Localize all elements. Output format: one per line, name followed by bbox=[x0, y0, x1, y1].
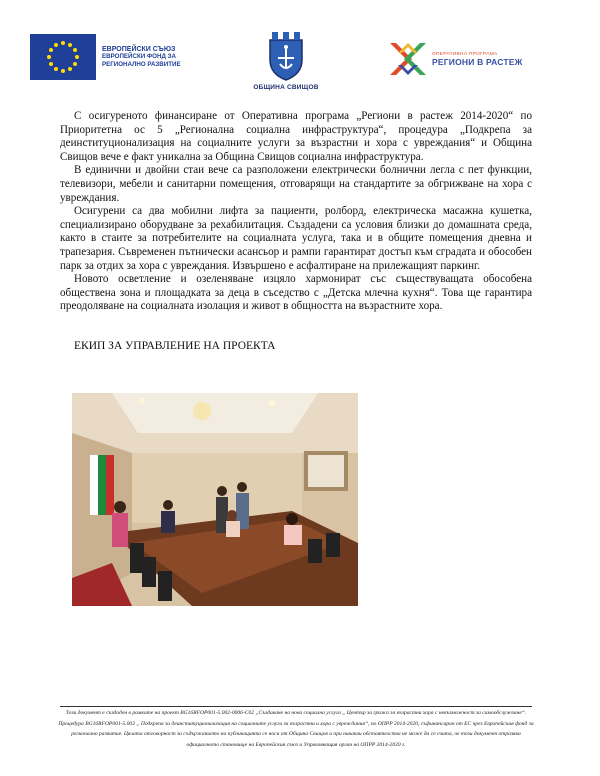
paragraph: Новото осветление и озеленяване изцяло хармонират със съществуващата обособена обществена зона и площадката за деца в съседство с „Детска млечна кухня“. Това ще гарантира преодоляване на социалната изолация и живот в общността на възрастните хора. bbox=[60, 273, 532, 313]
municipality-name: ОБЩИНА СВИЩОВ bbox=[253, 84, 319, 91]
eu-logo-text bbox=[102, 46, 190, 69]
page-header bbox=[0, 30, 600, 100]
paragraph: В единични и двойни стаи вече са разположени електрически болнични легла с пет функции, телевизори, мебели и санитарни помещения, отговарящи на стандартите за обгрижване на хора с увреждания. bbox=[60, 164, 532, 204]
footer-divider bbox=[60, 706, 532, 707]
team-photo bbox=[72, 393, 358, 606]
program-logo-text bbox=[432, 52, 523, 67]
program-logo-small-text: ОПЕРАТИВНА ПРОГРАМА bbox=[432, 51, 498, 57]
program-arrows-icon bbox=[388, 39, 428, 79]
paragraph: С осигуреното финансиране от Оперативна програма „Региони в растеж 2014-2020“ по Приоритетна ос 5 „Регионална социална инфраструктура“, процедура „Подкрепа за деинституционализация на социалните услуги за възрастни и хора с увреждания“ и Община Свищов вече е факт уникална за Община Свищов социална инфраструктура. bbox=[60, 110, 532, 163]
municipality-logo bbox=[246, 30, 326, 98]
eu-logo-line3: РЕГИОНАЛНО РАЗВИТИЕ bbox=[102, 60, 181, 68]
paragraph: Осигурени са два мобилни лифта за пациенти, ролборд, електрическа масажна кушетка, специализирано оборудване за рехабилитация. Създадени са условия близки до домашната среда, както в стаите за потребителите на социалната услуга, така и в общите помещения дневна и трапезария. Съвременен пътнически асансьор и рампи гарантират достъп към сградата и обособен парк за отдих за хора с увреждания. Извършено е асфалтиране на прилежащият паркинг. bbox=[60, 205, 532, 272]
municipality-coat-of-arms-icon bbox=[266, 30, 306, 82]
program-logo-big-text: РЕГИОНИ В РАСТЕЖ bbox=[432, 56, 523, 67]
eu-flag-icon bbox=[30, 34, 96, 80]
eu-logo-line1: ЕВРОПЕЙСКИ СЪЮЗ bbox=[102, 45, 176, 53]
eu-logo bbox=[30, 32, 190, 82]
eu-logo-line2: ЕВРОПЕЙСКИ ФОНД ЗА bbox=[102, 53, 176, 61]
footer-disclaimer: Този документ е създаден в рамките на проект BG16RFOP001-5.002-0006-C02 „Създаване на нова социална услуга „ Център за грижа за възрастни хора с невъзможност за самообслужване“. Процедура BG16RFOP001-5.002 „ Подкрепа за деинституционализация на социалните услуги за възрастни и хора с увреждания“, по ОПРР 2014-2020, съфинансиран от ЕС чрез Европейския фонд за регионално развитие. Цялата отговорност за съдържанието на публикацията се носи от Община Свищов и при никакви обстоятелства не може да се счита, че този документ отразява официалното становище на Европейския съюз и Управляващия орган на ОПРР 2014-2020 г. bbox=[58, 710, 534, 748]
section-title: ЕКИП ЗА УПРАВЛЕНИЕ НА ПРОЕКТА bbox=[74, 340, 276, 352]
program-logo bbox=[388, 36, 538, 82]
body-text bbox=[60, 110, 532, 314]
